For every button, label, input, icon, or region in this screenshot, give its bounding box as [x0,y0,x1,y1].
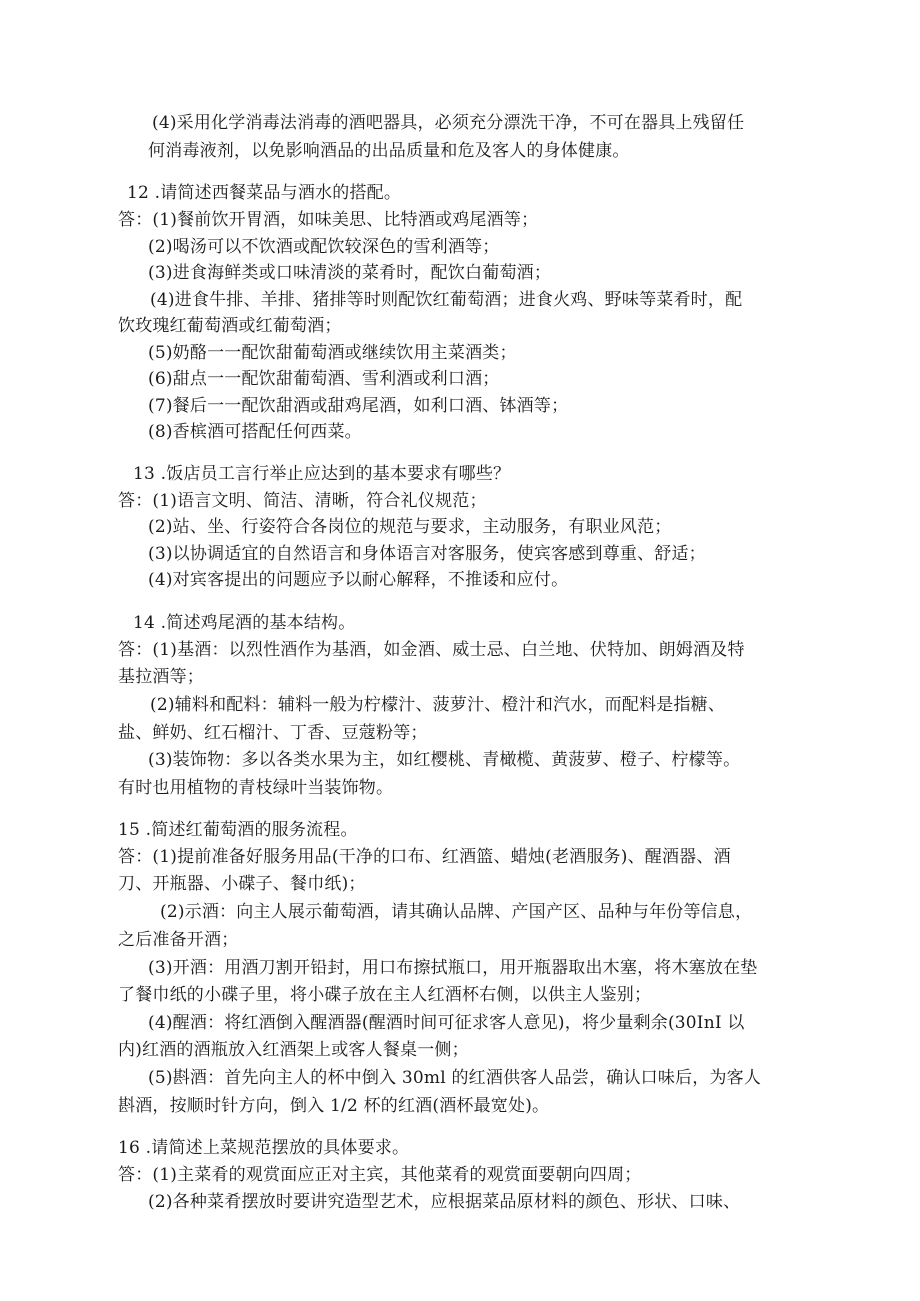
q12-answer-3: (3)进食海鲜类或口味清淡的菜肴时，配饮白葡萄酒； [148,263,552,283]
q15-answer-4-line2: 内)红酒的酒瓶放入红酒架上或客人餐桌一侧； [118,1040,469,1060]
question-15-title: 15 .简述红葡萄酒的服务流程。 [118,820,358,840]
q16-answer-1: 答：(1)主菜肴的观赏面应正对主宾，其他菜肴的观赏面要朝向四周； [118,1165,642,1185]
q14-answer-2-line2: 盐、鲜奶、红石榴汁、丁香、豆蔻粉等； [118,723,428,743]
q13-answer-4: (4)对宾客提出的问题应予以耐心解释，不推诿和应付。 [148,570,569,590]
question-12-title: 12 .请简述西餐菜品与酒水的搭配。 [127,183,402,203]
q14-answer-2-line1: (2)辅料和配料：辅料一般为柠檬汁、菠萝汁、橙汁和汽水，而配料是指糖、 [150,695,726,715]
q13-answer-2: (2)站、坐、行姿符合各岗位的规范与要求，主动服务，有职业风范； [148,517,672,537]
q14-answer-3-line1: (3)装饰物：多以各类水果为主，如红樱桃、青橄榄、黄菠萝、橙子、柠檬等。 [148,750,741,770]
q14-answer-3-line2: 有时也用植物的青枝绿叶当装饰物。 [118,778,394,798]
q15-answer-4-line1: (4)醒酒：将红酒倒入醒酒器(醒酒时间可征求客人意见)，将少量剩余(30InI 以 [148,1013,745,1033]
question-14-title: 14 .简述鸡尾酒的基本结构。 [133,613,356,633]
intro-item-4-line1: (4)采用化学消毒法消毒的酒吧器具，必须充分漂洗干净，不可在器具上残留任 [152,113,745,133]
question-16-title: 16 .请简述上菜规范摆放的具体要求。 [118,1138,410,1158]
intro-item-4-line2: 何消毒液剂，以免影响酒品的出品质量和危及客人的身体健康。 [148,141,630,161]
q15-answer-3-line1: (3)开酒：用酒刀割开铅封，用口布擦拭瓶口，用开瓶器取出木塞，将木塞放在垫 [148,958,758,978]
q15-answer-3-line2: 了餐巾纸的小碟子里，将小碟子放在主人红酒杯右侧，以供主人鉴别； [118,985,652,1005]
q15-answer-2-line2: 之后准备开酒； [118,930,239,950]
question-13-title: 13 .饭店员工言行举止应达到的基本要求有哪些？ [133,464,511,484]
q12-answer-8: (8)香槟酒可搭配任何西菜。 [148,422,362,442]
q15-answer-1-line2: 刀、开瓶器、小碟子、餐巾纸)； [118,874,366,894]
q12-answer-4-line1: (4)进食牛排、羊排、猪排等时则配饮红葡萄酒；进食火鸡、野味等菜肴时，配 [150,290,743,310]
q15-answer-2-line1: (2)示酒：向主人展示葡萄酒，请其确认品牌、产国产区、品种与年份等信息， [160,902,753,922]
q12-answer-7: (7)餐后一一配饮甜酒或甜鸡尾酒，如利口酒、钵酒等； [148,396,569,416]
q13-answer-3: (3)以协调适宜的自然语言和身体语言对客服务，使宾客感到尊重、舒适； [148,544,706,564]
q13-answer-1: 答：(1)语言文明、简洁、清晰，符合礼仪规范； [118,491,487,511]
q12-answer-4-line2: 饮玫瑰红葡萄酒或红葡萄酒； [118,316,342,336]
q15-answer-1-line1: 答：(1)提前准备好服务用品(干净的口布、红酒篮、蜡烛(老酒服务)、醒酒器、酒 [118,847,731,867]
q12-answer-6: (6)甜点一一配饮甜葡萄酒、雪利酒或利口酒； [148,369,500,389]
q12-answer-2: (2)喝汤可以不饮酒或配饮较深色的雪利酒等； [148,237,500,257]
q15-answer-5-line1: (5)斟酒：首先向主人的杯中倒入 30ml 的红酒供客人品尝，确认口味后，为客人 [148,1068,762,1088]
q15-answer-5-line2: 斟酒，按顺时针方向，倒入 1/2 杯的红酒(酒杯最宽处)。 [118,1096,550,1116]
q12-answer-1: 答：(1)餐前饮开胃酒，如味美思、比特酒或鸡尾酒等； [118,210,539,230]
q16-answer-2: (2)各种菜肴摆放时要讲究造型艺术，应根据菜品原材料的颜色、形状、口味、 [148,1192,741,1212]
q12-answer-5: (5)奶酪一一配饮甜葡萄酒或继续饮用主菜酒类； [148,343,517,363]
q14-answer-1-line2: 基拉酒等； [118,667,204,687]
q14-answer-1-line1: 答：(1)基酒：以烈性酒作为基酒，如金酒、威士忌、白兰地、伏特加、朗姆酒及特 [118,640,745,660]
